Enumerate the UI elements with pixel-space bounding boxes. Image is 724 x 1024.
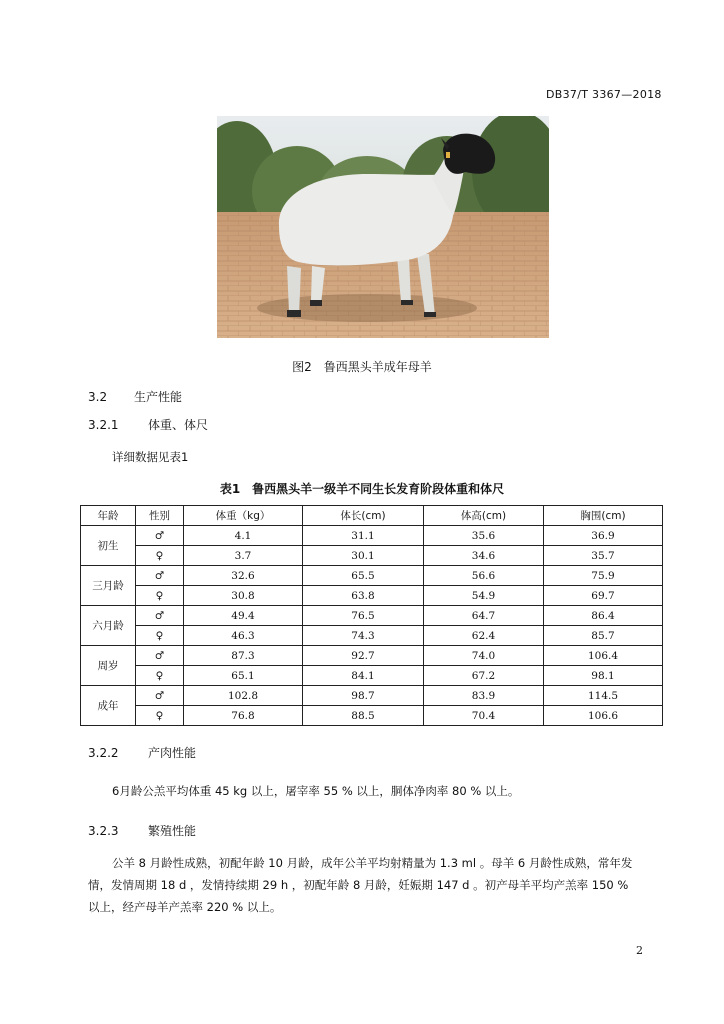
weight-cell: 30.8 <box>184 586 303 606</box>
height-cell: 35.6 <box>424 526 544 546</box>
section-3-2-1-heading <box>88 416 208 433</box>
table-row <box>81 526 663 546</box>
girth-cell: 75.9 <box>544 566 663 586</box>
sex-cell: ♀ <box>136 706 184 726</box>
table-header-row <box>81 506 663 526</box>
height-cell: 54.9 <box>424 586 544 606</box>
sex-cell: ♀ <box>136 586 184 606</box>
header-body-length: 体长(cm) <box>303 506 424 526</box>
height-cell: 34.6 <box>424 546 544 566</box>
section-3-2-2-heading <box>88 744 196 761</box>
section-number: 3.2 <box>88 390 108 404</box>
weight-cell: 76.8 <box>184 706 303 726</box>
table-row <box>81 586 663 606</box>
table-row <box>81 606 663 626</box>
header-sex: 性别 <box>136 506 184 526</box>
section-number: 3.2.2 <box>88 746 119 760</box>
length-cell: 84.1 <box>303 666 424 686</box>
section-title: 生产性能 <box>134 390 183 404</box>
height-cell: 64.7 <box>424 606 544 626</box>
height-cell: 83.9 <box>424 686 544 706</box>
section-title: 产肉性能 <box>148 746 197 760</box>
weight-cell: 102.8 <box>184 686 303 706</box>
sex-cell: ♀ <box>136 626 184 646</box>
section-title: 繁殖性能 <box>148 824 197 838</box>
length-cell: 65.5 <box>303 566 424 586</box>
girth-cell: 106.4 <box>544 646 663 666</box>
sex-cell: ♂ <box>136 646 184 666</box>
weight-cell: 4.1 <box>184 526 303 546</box>
length-cell: 31.1 <box>303 526 424 546</box>
age-cell: 周岁 <box>81 646 136 686</box>
girth-cell: 36.9 <box>544 526 663 546</box>
girth-cell: 106.6 <box>544 706 663 726</box>
weight-cell: 46.3 <box>184 626 303 646</box>
age-cell: 初生 <box>81 526 136 566</box>
height-cell: 56.6 <box>424 566 544 586</box>
length-cell: 74.3 <box>303 626 424 646</box>
height-cell: 67.2 <box>424 666 544 686</box>
table-row <box>81 686 663 706</box>
length-cell: 76.5 <box>303 606 424 626</box>
section-3-2-1-text: 详细数据见表1 <box>112 450 189 464</box>
weight-cell: 32.6 <box>184 566 303 586</box>
section-3-2-3-text: 公羊 8 月龄性成熟，初配年龄 10 月龄，成年公羊平均射精量为 1.3 ml 。母羊 6 月龄性成熟，常年发情，发情周期 18 d ，发情持续期 29 h ，初配年龄 8 月龄，妊娠期 147 d 。初产母羊平均产羔率 150 % 以上，经产母羊产羔率 220 % 以上。 <box>88 856 633 914</box>
girth-cell: 86.4 <box>544 606 663 626</box>
table-row <box>81 546 663 566</box>
page-number: 2 <box>636 944 643 957</box>
sex-cell: ♀ <box>136 666 184 686</box>
age-cell: 成年 <box>81 686 136 726</box>
section-3-2-3-heading <box>88 822 196 839</box>
header-body-height: 体高(cm) <box>424 506 544 526</box>
section-number: 3.2.1 <box>88 418 119 432</box>
table-row <box>81 646 663 666</box>
sex-cell: ♀ <box>136 546 184 566</box>
standard-number: DB37/T 3367—2018 <box>546 88 662 101</box>
table-row <box>81 626 663 646</box>
girth-cell: 85.7 <box>544 626 663 646</box>
table-row <box>81 566 663 586</box>
age-cell: 六月龄 <box>81 606 136 646</box>
weight-cell: 65.1 <box>184 666 303 686</box>
length-cell: 30.1 <box>303 546 424 566</box>
height-cell: 70.4 <box>424 706 544 726</box>
girth-cell: 35.7 <box>544 546 663 566</box>
girth-cell: 69.7 <box>544 586 663 606</box>
header-age: 年龄 <box>81 506 136 526</box>
height-cell: 74.0 <box>424 646 544 666</box>
height-cell: 62.4 <box>424 626 544 646</box>
length-cell: 63.8 <box>303 586 424 606</box>
section-3-2-2-text: 6月龄公羔平均体重 45 kg 以上，屠宰率 55 % 以上，胴体净肉率 80 % 以上。 <box>112 784 520 798</box>
section-number: 3.2.3 <box>88 824 119 838</box>
sex-cell: ♂ <box>136 526 184 546</box>
header-weight: 体重（kg） <box>184 506 303 526</box>
length-cell: 92.7 <box>303 646 424 666</box>
growth-table <box>80 505 663 726</box>
weight-cell: 49.4 <box>184 606 303 626</box>
sheep-photo <box>217 116 549 338</box>
section-title: 体重、体尺 <box>148 418 209 432</box>
length-cell: 88.5 <box>303 706 424 726</box>
weight-cell: 3.7 <box>184 546 303 566</box>
section-3-2-heading <box>88 388 182 405</box>
table-row <box>81 706 663 726</box>
table-title: 表1 鲁西黑头羊一级羊不同生长发育阶段体重和体尺 <box>219 482 505 496</box>
girth-cell: 98.1 <box>544 666 663 686</box>
girth-cell: 114.5 <box>544 686 663 706</box>
table-row <box>81 666 663 686</box>
figure-caption: 图2 鲁西黑头羊成年母羊 <box>292 360 432 374</box>
header-chest-girth: 胸围(cm) <box>544 506 663 526</box>
sex-cell: ♂ <box>136 566 184 586</box>
sex-cell: ♂ <box>136 686 184 706</box>
age-cell: 三月龄 <box>81 566 136 606</box>
sex-cell: ♂ <box>136 606 184 626</box>
length-cell: 98.7 <box>303 686 424 706</box>
weight-cell: 87.3 <box>184 646 303 666</box>
